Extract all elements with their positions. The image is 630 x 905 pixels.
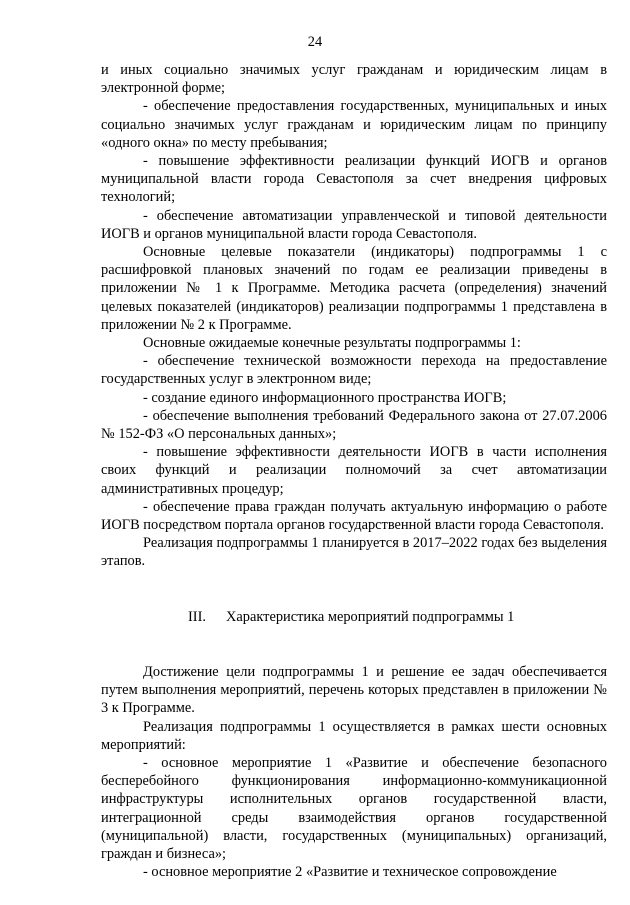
section-number: III. (188, 608, 206, 625)
paragraph: - обеспечение предоставления государственных, муниципальных и иных социально значимых услуг гражданам и юридическим лицам по принципу «одного окна» по месту пребывания; (101, 98, 607, 151)
paragraph: - повышение эффективности деятельности ИОГВ в части исполнения своих функций и реализации полномочий за счет автоматизации административных процедур; (101, 444, 607, 497)
text-block-bottom (101, 663, 607, 881)
paragraph: - обеспечение выполнения требований Федерального закона от 27.07.2006 № 152-ФЗ «О персональных данных»; (101, 407, 607, 443)
paragraph: - обеспечение технической возможности перехода на предоставление государственных услуг в электронном виде; (101, 353, 607, 388)
paragraph: Основные целевые показатели (индикаторы) подпрограммы 1 с расшифровкой плановых значений по годам ее реализации приведены в приложении № 1 к Программе. Методика расчета (определения) значений целевых показателей (индикаторов) реализации подпрограммы 1 представлена в приложении № 2 к Программе. (101, 244, 607, 333)
paragraph: - обеспечение права граждан получать актуальную информацию о работе ИОГВ посредством портала органов государственной власти города Севастополя. (101, 498, 607, 534)
section-title: Характеристика мероприятий подпрограммы 1 (226, 608, 515, 625)
paragraph: - основное мероприятие 2 «Развитие и техническое сопровождение (143, 864, 557, 881)
paragraph: Реализация подпрограммы 1 осуществляется в рамках шести основных мероприятий: (101, 718, 607, 753)
paragraph: и иных социально значимых услуг гражданам и юридическим лицам в электронной форме; (101, 62, 607, 97)
paragraph: - создание единого информационного пространства ИОГВ; (143, 389, 507, 406)
paragraph: Реализация подпрограммы 1 планируется в 2017–2022 годах без выделения этапов. (101, 535, 607, 570)
paragraph: Достижение цели подпрограммы 1 и решение ее задач обеспечивается путем выполнения мероприятий, перечень которых представлен в приложении № 3 к Программе. (101, 663, 607, 717)
document-body (101, 61, 607, 881)
paragraph: Основные ожидаемые конечные результаты подпрограммы 1: (143, 335, 521, 352)
paragraph: - обеспечение автоматизации управленческой и типовой деятельности ИОГВ и органов муниципальной власти города Севастополя. (101, 207, 607, 242)
paragraph: - основное мероприятие 1 «Развитие и обеспечение безопасного бесперебойного функционирования информационно-коммуникационной инфраструктуры исполнительных органов государственной власти, интеграционной среды взаимодействия органов государственной (муниципальной) власти, государственных (муниципальных) организаций, граждан и бизнеса»; (101, 754, 607, 862)
text-block-top (101, 61, 607, 571)
paragraph: - повышение эффективности реализации функций ИОГВ и органов муниципальной власти города Севастополя за счет внедрения цифровых технологий; (101, 153, 607, 206)
section-heading (101, 608, 607, 626)
page-number: 24 (307, 34, 323, 50)
